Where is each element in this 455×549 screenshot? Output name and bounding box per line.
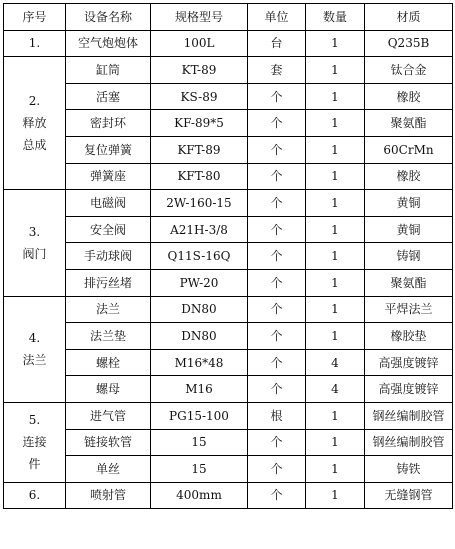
table-row (4, 429, 453, 456)
table-row (4, 482, 453, 509)
cell-unit: 个 (248, 269, 306, 296)
cell-name: 链接软管 (66, 429, 151, 456)
cell-unit: 个 (248, 456, 306, 483)
table-row (4, 190, 453, 217)
cell-unit: 套 (248, 57, 306, 84)
cell-spec: KFT-89 (151, 136, 248, 163)
header-name: 设备名称 (66, 4, 151, 31)
cell-material: 钢丝编制胶管 (365, 429, 453, 456)
group-cell (4, 30, 66, 57)
group-cell (4, 190, 66, 296)
table-row (4, 296, 453, 323)
group-cell (4, 402, 66, 482)
cell-name: 复位弹簧 (66, 136, 151, 163)
cell-spec: KF-89*5 (151, 110, 248, 137)
table-row (4, 30, 453, 57)
header-spec: 规格型号 (151, 4, 248, 31)
table-row (4, 163, 453, 190)
cell-qty: 1 (306, 190, 365, 217)
cell-spec: 400mm (151, 482, 248, 509)
group-label: 连接件 (22, 435, 47, 472)
cell-unit: 个 (248, 110, 306, 137)
cell-material: 高强度镀锌 (365, 376, 453, 403)
cell-qty: 4 (306, 349, 365, 376)
cell-name: 活塞 (66, 83, 151, 110)
cell-spec: Q11S-16Q (151, 243, 248, 270)
cell-spec: DN80 (151, 296, 248, 323)
cell-name: 法兰 (66, 296, 151, 323)
cell-material: 聚氨酯 (365, 110, 453, 137)
header-material: 材质 (365, 4, 453, 31)
cell-name: 手动球阀 (66, 243, 151, 270)
cell-qty: 1 (306, 402, 365, 429)
cell-material: 铸铁 (365, 456, 453, 483)
table-row (4, 376, 453, 403)
table-row (4, 349, 453, 376)
cell-name: 空气炮炮体 (66, 30, 151, 57)
table-row (4, 456, 453, 483)
cell-qty: 1 (306, 110, 365, 137)
cell-material: 橡胶 (365, 83, 453, 110)
cell-material: 钢丝编制胶管 (365, 402, 453, 429)
cell-qty: 1 (306, 243, 365, 270)
cell-unit: 个 (248, 376, 306, 403)
cell-unit: 个 (248, 243, 306, 270)
table-row (4, 57, 453, 84)
cell-material: 高强度镀锌 (365, 349, 453, 376)
cell-qty: 1 (306, 429, 365, 456)
table-row (4, 269, 453, 296)
cell-name: 密封环 (66, 110, 151, 137)
cell-qty: 1 (306, 83, 365, 110)
cell-unit: 个 (248, 482, 306, 509)
cell-material: 钛合金 (365, 57, 453, 84)
table-row (4, 323, 453, 350)
cell-name: 螺母 (66, 376, 151, 403)
group-label: 法兰 (22, 353, 47, 368)
cell-qty: 4 (306, 376, 365, 403)
cell-unit: 个 (248, 349, 306, 376)
cell-unit: 个 (248, 429, 306, 456)
table-row (4, 110, 453, 137)
header-qty: 数量 (306, 4, 365, 31)
cell-qty: 1 (306, 136, 365, 163)
cell-name: 排污丝堵 (66, 269, 151, 296)
cell-spec: 15 (151, 456, 248, 483)
cell-material: 平焊法兰 (365, 296, 453, 323)
cell-spec: KFT-80 (151, 163, 248, 190)
cell-material: 60CrMn (365, 136, 453, 163)
cell-spec: 15 (151, 429, 248, 456)
cell-qty: 1 (306, 30, 365, 57)
header-unit: 单位 (248, 4, 306, 31)
cell-unit: 根 (248, 402, 306, 429)
cell-qty: 1 (306, 296, 365, 323)
table-row (4, 402, 453, 429)
cell-unit: 个 (248, 190, 306, 217)
cell-qty: 1 (306, 456, 365, 483)
cell-name: 进气管 (66, 402, 151, 429)
table-row (4, 83, 453, 110)
cell-spec: KS-89 (151, 83, 248, 110)
cell-spec: M16 (151, 376, 248, 403)
cell-unit: 个 (248, 83, 306, 110)
cell-unit: 个 (248, 163, 306, 190)
cell-qty: 1 (306, 269, 365, 296)
group-cell (4, 57, 66, 190)
cell-material: 黄铜 (365, 190, 453, 217)
cell-material: 无缝钢管 (365, 482, 453, 509)
cell-name: 螺栓 (66, 349, 151, 376)
group-number: 5. (28, 413, 41, 428)
cell-spec: 2W-160-15 (151, 190, 248, 217)
cell-material: 铸钢 (365, 243, 453, 270)
cell-unit: 台 (248, 30, 306, 57)
table-row (4, 216, 453, 243)
cell-spec: 100L (151, 30, 248, 57)
group-label: 释放总成 (22, 116, 47, 153)
table-body (4, 30, 453, 509)
group-cell (4, 296, 66, 402)
group-number: 4. (28, 331, 41, 346)
cell-name: 缸筒 (66, 57, 151, 84)
cell-unit: 个 (248, 136, 306, 163)
table-row (4, 136, 453, 163)
cell-material: 黄铜 (365, 216, 453, 243)
cell-name: 法兰垫 (66, 323, 151, 350)
cell-material: 聚氨酯 (365, 269, 453, 296)
cell-spec: A21H-3/8 (151, 216, 248, 243)
group-number: 6. (28, 488, 41, 503)
cell-qty: 1 (306, 216, 365, 243)
group-number: 2. (28, 94, 41, 109)
cell-spec: PG15-100 (151, 402, 248, 429)
cell-qty: 1 (306, 323, 365, 350)
group-number: 1. (28, 36, 41, 51)
cell-name: 电磁阀 (66, 190, 151, 217)
cell-material: 橡胶垫 (365, 323, 453, 350)
cell-spec: M16*48 (151, 349, 248, 376)
cell-name: 喷射管 (66, 482, 151, 509)
cell-name: 弹簧座 (66, 163, 151, 190)
cell-unit: 个 (248, 296, 306, 323)
group-number: 3. (28, 224, 41, 239)
group-label: 阀门 (22, 246, 47, 261)
cell-material: 橡胶 (365, 163, 453, 190)
cell-name: 单丝 (66, 456, 151, 483)
header-row (4, 4, 453, 31)
cell-qty: 1 (306, 482, 365, 509)
cell-unit: 个 (248, 323, 306, 350)
cell-qty: 1 (306, 163, 365, 190)
group-cell (4, 482, 66, 509)
cell-spec: DN80 (151, 323, 248, 350)
cell-name: 安全阀 (66, 216, 151, 243)
cell-qty: 1 (306, 57, 365, 84)
cell-spec: KT-89 (151, 57, 248, 84)
cell-unit: 个 (248, 216, 306, 243)
header-no: 序号 (4, 4, 66, 31)
equipment-table (3, 3, 453, 509)
cell-material: Q235B (365, 30, 453, 57)
table-row (4, 243, 453, 270)
cell-spec: PW-20 (151, 269, 248, 296)
